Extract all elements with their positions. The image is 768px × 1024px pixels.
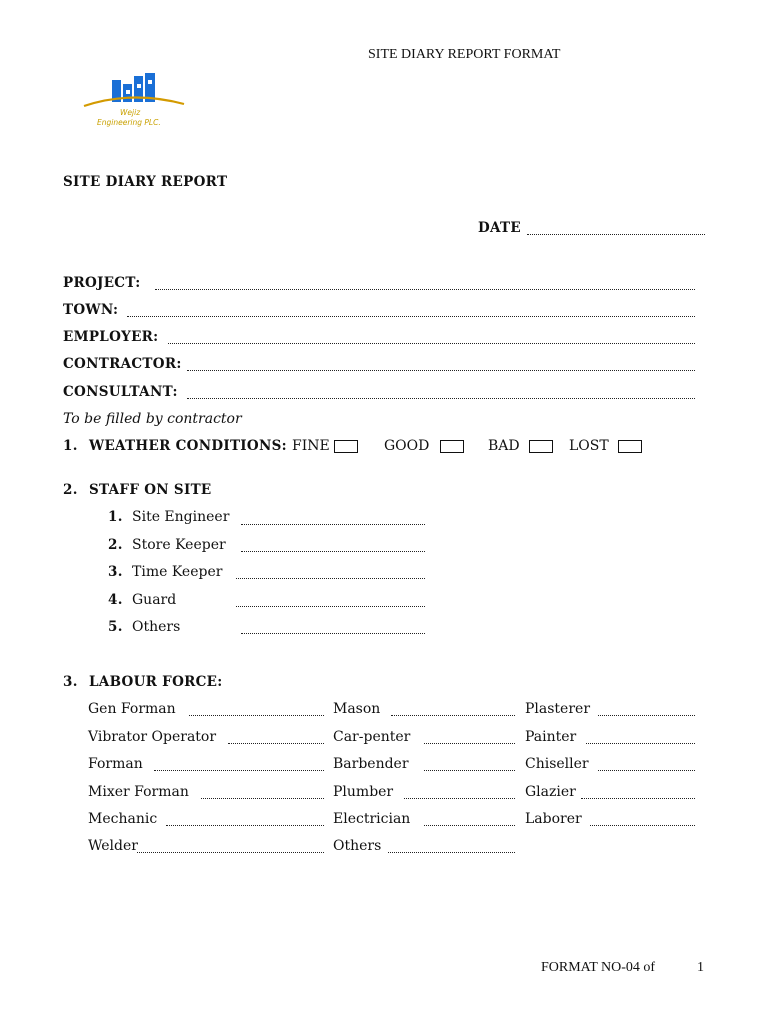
project-field[interactable] (155, 289, 695, 290)
labour-gen-forman-field[interactable] (189, 715, 324, 716)
consultant-label: CONSULTANT: (63, 384, 178, 400)
staff-item-label: Store Keeper (132, 537, 226, 553)
weather-fine-checkbox[interactable] (334, 440, 358, 453)
weather-good-label: GOOD (384, 438, 430, 454)
labour-label: LABOUR FORCE: (89, 674, 223, 690)
labour-item-label: Others (333, 838, 382, 854)
staff-time-keeper-field[interactable] (236, 578, 425, 579)
labour-vibrator-operator-field[interactable] (228, 743, 324, 744)
labour-number: 3. (63, 674, 78, 690)
report-heading: SITE DIARY REPORT (63, 174, 228, 190)
staff-item-label: Others (132, 619, 181, 635)
labour-carpenter-field[interactable] (424, 743, 515, 744)
staff-item-number: 5. (108, 619, 123, 635)
labour-item-label: Barbender (333, 756, 409, 772)
labour-electrician-field[interactable] (424, 825, 515, 826)
labour-welder-field[interactable] (137, 852, 324, 853)
logo-text-line1: Wejiz (120, 108, 141, 117)
weather-lost-checkbox[interactable] (618, 440, 642, 453)
labour-painter-field[interactable] (586, 743, 695, 744)
staff-item-number: 1. (108, 509, 123, 525)
contractor-note: To be filled by contractor (63, 411, 242, 427)
labour-laborer-field[interactable] (590, 825, 695, 826)
employer-field[interactable] (168, 343, 695, 344)
labour-glazier-field[interactable] (581, 798, 695, 799)
labour-item-label: Painter (525, 729, 577, 745)
town-field[interactable] (127, 316, 695, 317)
date-label: DATE (478, 220, 521, 236)
company-logo (82, 70, 192, 130)
weather-label: WEATHER CONDITIONS: (89, 438, 287, 454)
labour-item-label: Vibrator Operator (88, 729, 217, 745)
labour-plasterer-field[interactable] (598, 715, 695, 716)
staff-label: STAFF ON SITE (89, 482, 212, 498)
labour-item-label: Gen Forman (88, 701, 176, 717)
staff-item-number: 3. (108, 564, 123, 580)
labour-item-label: Mechanic (88, 811, 158, 827)
labour-item-label: Electrician (333, 811, 411, 827)
town-label: TOWN: (63, 302, 119, 318)
staff-site-engineer-field[interactable] (241, 524, 425, 525)
project-label: PROJECT: (63, 275, 141, 291)
labour-item-label: Plasterer (525, 701, 591, 717)
logo-text-line2: Engineering PLC. (97, 118, 161, 127)
labour-barbender-field[interactable] (424, 770, 515, 771)
labour-forman-field[interactable] (154, 770, 324, 771)
labour-item-label: Laborer (525, 811, 582, 827)
contractor-label: CONTRACTOR: (63, 356, 182, 372)
staff-number: 2. (63, 482, 78, 498)
staff-item-label: Time Keeper (132, 564, 223, 580)
staff-item-number: 2. (108, 537, 123, 553)
labour-item-label: Glazier (525, 784, 576, 800)
weather-bad-label: BAD (488, 438, 520, 454)
staff-item-label: Site Engineer (132, 509, 230, 525)
employer-label: EMPLOYER: (63, 329, 159, 345)
labour-item-label: Welder (88, 838, 138, 854)
labour-item-label: Car-penter (333, 729, 411, 745)
labour-plumber-field[interactable] (404, 798, 515, 799)
labour-others-field[interactable] (388, 852, 515, 853)
weather-number: 1. (63, 438, 78, 454)
weather-lost-label: LOST (569, 438, 609, 454)
labour-item-label: Forman (88, 756, 143, 772)
labour-item-label: Plumber (333, 784, 394, 800)
labour-mechanic-field[interactable] (166, 825, 324, 826)
date-field[interactable] (527, 234, 705, 235)
labour-item-label: Mason (333, 701, 381, 717)
staff-others-field[interactable] (241, 633, 425, 634)
staff-item-number: 4. (108, 592, 123, 608)
document-title: SITE DIARY REPORT FORMAT (368, 47, 561, 62)
logo-graphic (82, 70, 192, 110)
weather-fine-label: FINE (292, 438, 330, 454)
staff-guard-field[interactable] (236, 606, 425, 607)
staff-store-keeper-field[interactable] (241, 551, 425, 552)
page-number: 1 (697, 960, 704, 975)
labour-mixer-forman-field[interactable] (201, 798, 324, 799)
staff-item-label: Guard (132, 592, 177, 608)
labour-chiseller-field[interactable] (598, 770, 695, 771)
contractor-field[interactable] (187, 370, 695, 371)
labour-mason-field[interactable] (391, 715, 515, 716)
weather-bad-checkbox[interactable] (529, 440, 553, 453)
labour-item-label: Chiseller (525, 756, 589, 772)
weather-good-checkbox[interactable] (440, 440, 464, 453)
labour-item-label: Mixer Forman (88, 784, 189, 800)
consultant-field[interactable] (187, 398, 695, 399)
format-number: FORMAT NO-04 of (541, 960, 656, 975)
